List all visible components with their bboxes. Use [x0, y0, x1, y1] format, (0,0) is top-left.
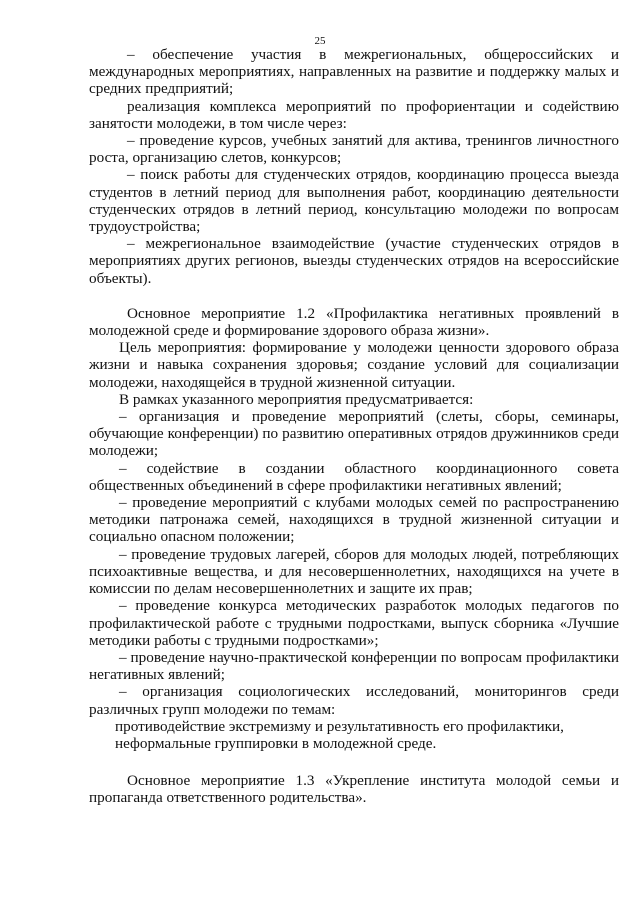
topic-item: неформальные группировки в молодежной среде.	[115, 734, 437, 752]
list-item: – поиск работы для студенческих отрядов, координацию процесса выезда студентов в летний период для выполнения работ, координацию деятельности студенческих отрядов в летний период, консультацию молодежи по вопросам трудоустройства;	[89, 166, 619, 236]
document-body	[89, 46, 619, 807]
list-item: – межрегиональное взаимодействие (участие студенческих отрядов в мероприятиях других регионов, выезды студенческих отрядов на всероссийские объекты).	[89, 235, 619, 287]
list-item: – проведение конкурса методических разработок молодых педагогов по профилактической работе с трудными подростками, выпуск сборника «Лучшие методики работы с трудными подростками»;	[89, 597, 619, 649]
paragraph: реализация комплекса мероприятий по профориентации и содействию занятости молодежи, в том числе через:	[89, 97, 619, 132]
list-item: – проведение трудовых лагерей, сборов для молодых людей, потребляющих психоактивные вещества, и для несовершеннолетних, находящихся на учете в комиссии по делам несовершеннолетних и защите их прав;	[89, 545, 619, 598]
list-item: – проведение мероприятий с клубами молодых семей по распространению методики патронажа семей, находящихся в трудной жизненной ситуации и социально опасном положении;	[89, 494, 619, 546]
list-item: – организация социологических исследований, мониторингов среди различных групп молодежи по темам:	[89, 683, 619, 718]
page-number: 25	[314, 35, 326, 47]
list-item: – организация и проведение мероприятий (слеты, сборы, семинары, обучающие конференции) по развитию оперативных отрядов дружинников среди молодежи;	[89, 408, 619, 460]
section-heading: Основное мероприятие 1.2 «Профилактика негативных проявлений в молодежной среде и формирование здорового образа жизни».	[89, 304, 619, 340]
section-heading: Основное мероприятие 1.3 «Укрепление института молодой семьи и пропаганда ответственного родительства».	[89, 772, 619, 807]
paragraph: Цель мероприятия: формирование у молодежи ценности здорового образа жизни и навыка сохранения здоровья; создание условий для социализации молодежи, находящейся в трудной жизненной ситуации.	[89, 339, 619, 391]
paragraph: В рамках указанного мероприятия предусматривается:	[119, 390, 474, 408]
list-item: – содействие в создании областного координационного совета общественных объединений в сфере профилактики негативных явлений;	[89, 459, 619, 494]
paragraph: – обеспечение участия в межрегиональных, общероссийских и международных мероприятиях, направленных на развитие и поддержку малых и средних предприятий;	[89, 46, 619, 98]
list-item: – проведение курсов, учебных занятий для актива, тренингов личностного роста, организацию слетов, конкурсов;	[89, 132, 619, 167]
list-item: – проведение научно-практической конференции по вопросам профилактики негативных явлений;	[89, 648, 619, 684]
topic-item: противодействие экстремизму и результативность его профилактики,	[115, 717, 564, 735]
